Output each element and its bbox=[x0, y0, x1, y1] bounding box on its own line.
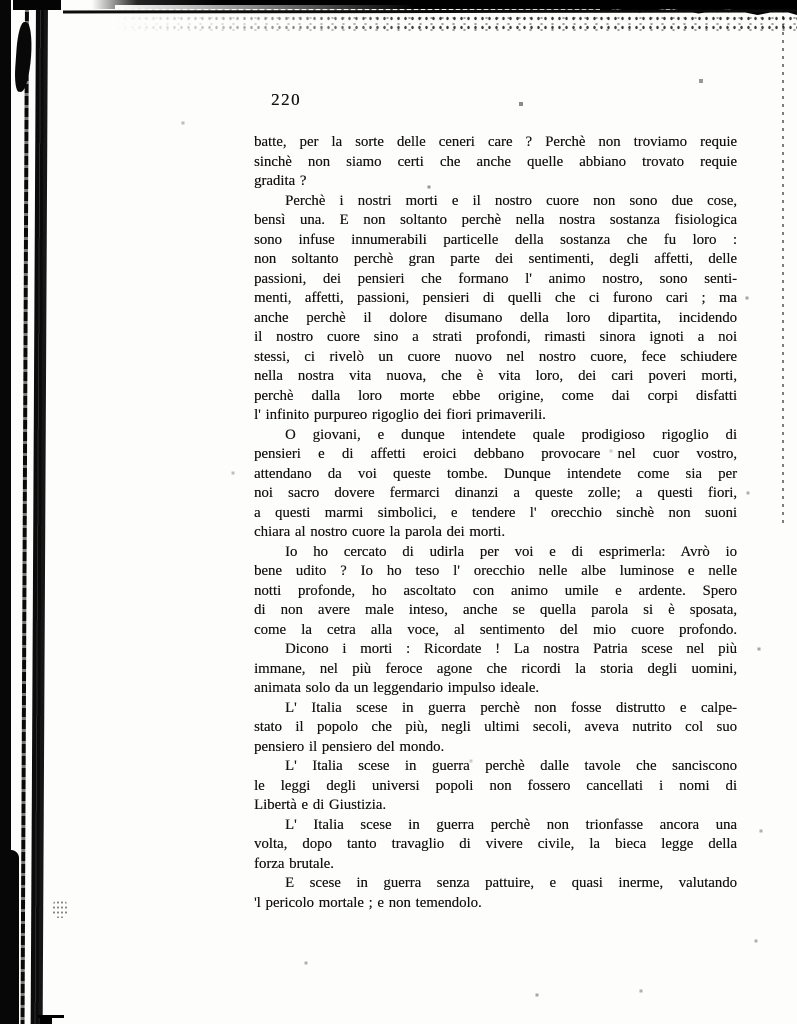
text-line: notti profonde, ho ascoltato con animo umile e ardente. Spero bbox=[254, 582, 737, 599]
text-line: 'l pericolo mortale ; e non temendolo. bbox=[254, 894, 482, 911]
text-line: perchè dalla loro morte ebbe origine, come dai corpi disfatti bbox=[254, 387, 737, 404]
binding-shadow-blob bbox=[14, 22, 34, 93]
text-line: Dicono i morti : Ricordate ! La nostra Patria scese nel più bbox=[285, 641, 737, 657]
text-line: Libertà e di Giustizia. bbox=[254, 797, 387, 813]
text-line: Perchè i nostri morti e il nostro cuore non sono due cose, bbox=[285, 192, 737, 209]
text-line: passioni, dei pensieri che formano l' animo nostro, sono senti- bbox=[254, 270, 737, 287]
binding-shadow-bottom bbox=[0, 850, 19, 1024]
binding-shadow-stripe bbox=[31, 0, 48, 1024]
text-line: attendano da voi queste tombe. Dunque intendete come sia per bbox=[254, 465, 737, 482]
text-line: E scese in guerra senza pattuire, e quasi inerme, valutando bbox=[285, 875, 737, 891]
top-scan-speckle-fade bbox=[115, 5, 415, 32]
text-line: non soltanto perchè gran parte dei sentimenti, degli affetti, delle bbox=[254, 251, 737, 267]
text-line: animata solo da un leggendario impulso ideale. bbox=[254, 680, 540, 696]
text-block bbox=[254, 133, 737, 913]
bottom-scan-mark bbox=[40, 1018, 52, 1024]
text-line: come la cetra alla voce, al sentimento del mio cuore profondo. bbox=[254, 621, 737, 638]
text-line: noi sacro dovere fermarci dinanzi a queste zolle; a questi fiori, bbox=[254, 485, 737, 501]
margin-smudge bbox=[52, 900, 68, 918]
binding-shadow-stripe bbox=[21, 0, 29, 1024]
text-line: gradita ? bbox=[254, 173, 307, 189]
text-line: chiara al nostro cuore la parola dei morti. bbox=[254, 524, 506, 540]
text-line: forza brutale. bbox=[254, 855, 334, 872]
text-line: stato il popolo che più, negli ultimi secoli, aveva nutrito col suo bbox=[254, 719, 737, 735]
text-line: batte, per la sorte delle ceneri care ? Perchè non troviamo requie bbox=[254, 134, 737, 150]
text-line: L' Italia scese in guerra perchè non fosse distrutto e calpe- bbox=[285, 699, 737, 716]
text-line: nella nostra vita nuova, che è vita loro, dei cari poveri morti, bbox=[254, 368, 737, 384]
text-line: L' Italia scese in guerra perchè non trionfasse ancora una bbox=[285, 816, 737, 833]
text-line: le leggi degli universi popoli non fossero cancellati i nomi di bbox=[254, 777, 737, 794]
binding-shadow-cap bbox=[13, 0, 61, 10]
text-line: volta, dopo tanto travaglio di vivere civile, la bieca legge della bbox=[254, 836, 737, 852]
text-line: sono infuse innumerabili particelle della sostanza che fu loro : bbox=[254, 231, 737, 248]
text-line: pensieri e di affetti eroici debbano provocare nel cuor vostro, bbox=[254, 446, 737, 462]
text-line: sinchè non siamo certi che anche quelle abbiano trovato requie bbox=[254, 153, 737, 170]
text-line: immane, nel più feroce agone che ricordi la storia degli uomini, bbox=[254, 660, 737, 677]
text-line: a questi marmi simbolici, e tendere l' orecchio sinchè non suoni bbox=[254, 504, 737, 521]
text-line: stessi, ci rivelò un cuore nuovo nel nostro cuore, fece schiudere bbox=[254, 348, 737, 365]
text-line: L' Italia scese in guerra perchè dalle tavole che sanciscono bbox=[285, 758, 737, 774]
text-line: anche perchè il dolore disumano della loro dipartita, incidendo bbox=[254, 309, 737, 326]
right-scan-dotted-line bbox=[782, 16, 784, 526]
text-line: O giovani, e dunque intendete quale prodigioso rigoglio di bbox=[285, 426, 737, 443]
text-line: Io ho cercato di udirla per voi e di esprimerla: Avrò io bbox=[285, 543, 737, 560]
scattered-scan-dots bbox=[0, 0, 2, 2]
text-line: menti, affetti, passioni, pensieri di quelli che ci furono cari ; ma bbox=[254, 290, 737, 306]
text-line: bene udito ? Io ho teso l' orecchio nelle albe luminose e nelle bbox=[254, 563, 737, 579]
page-number: 220 bbox=[271, 90, 301, 109]
text-line: bensì una. E non soltanto perchè nella nostra sostanza fisiologica bbox=[254, 212, 737, 228]
text-line: di non avere male inteso, anche se quella parola si è sposata, bbox=[254, 602, 737, 618]
text-line: pensiero il pensiero del mondo. bbox=[254, 738, 445, 755]
text-line: l' infinito purpureo rigoglio dei fiori primaverili. bbox=[254, 407, 546, 423]
text-line: il nostro cuore sino a strati profondi, rimasti sinora ignoti a noi bbox=[254, 329, 737, 345]
